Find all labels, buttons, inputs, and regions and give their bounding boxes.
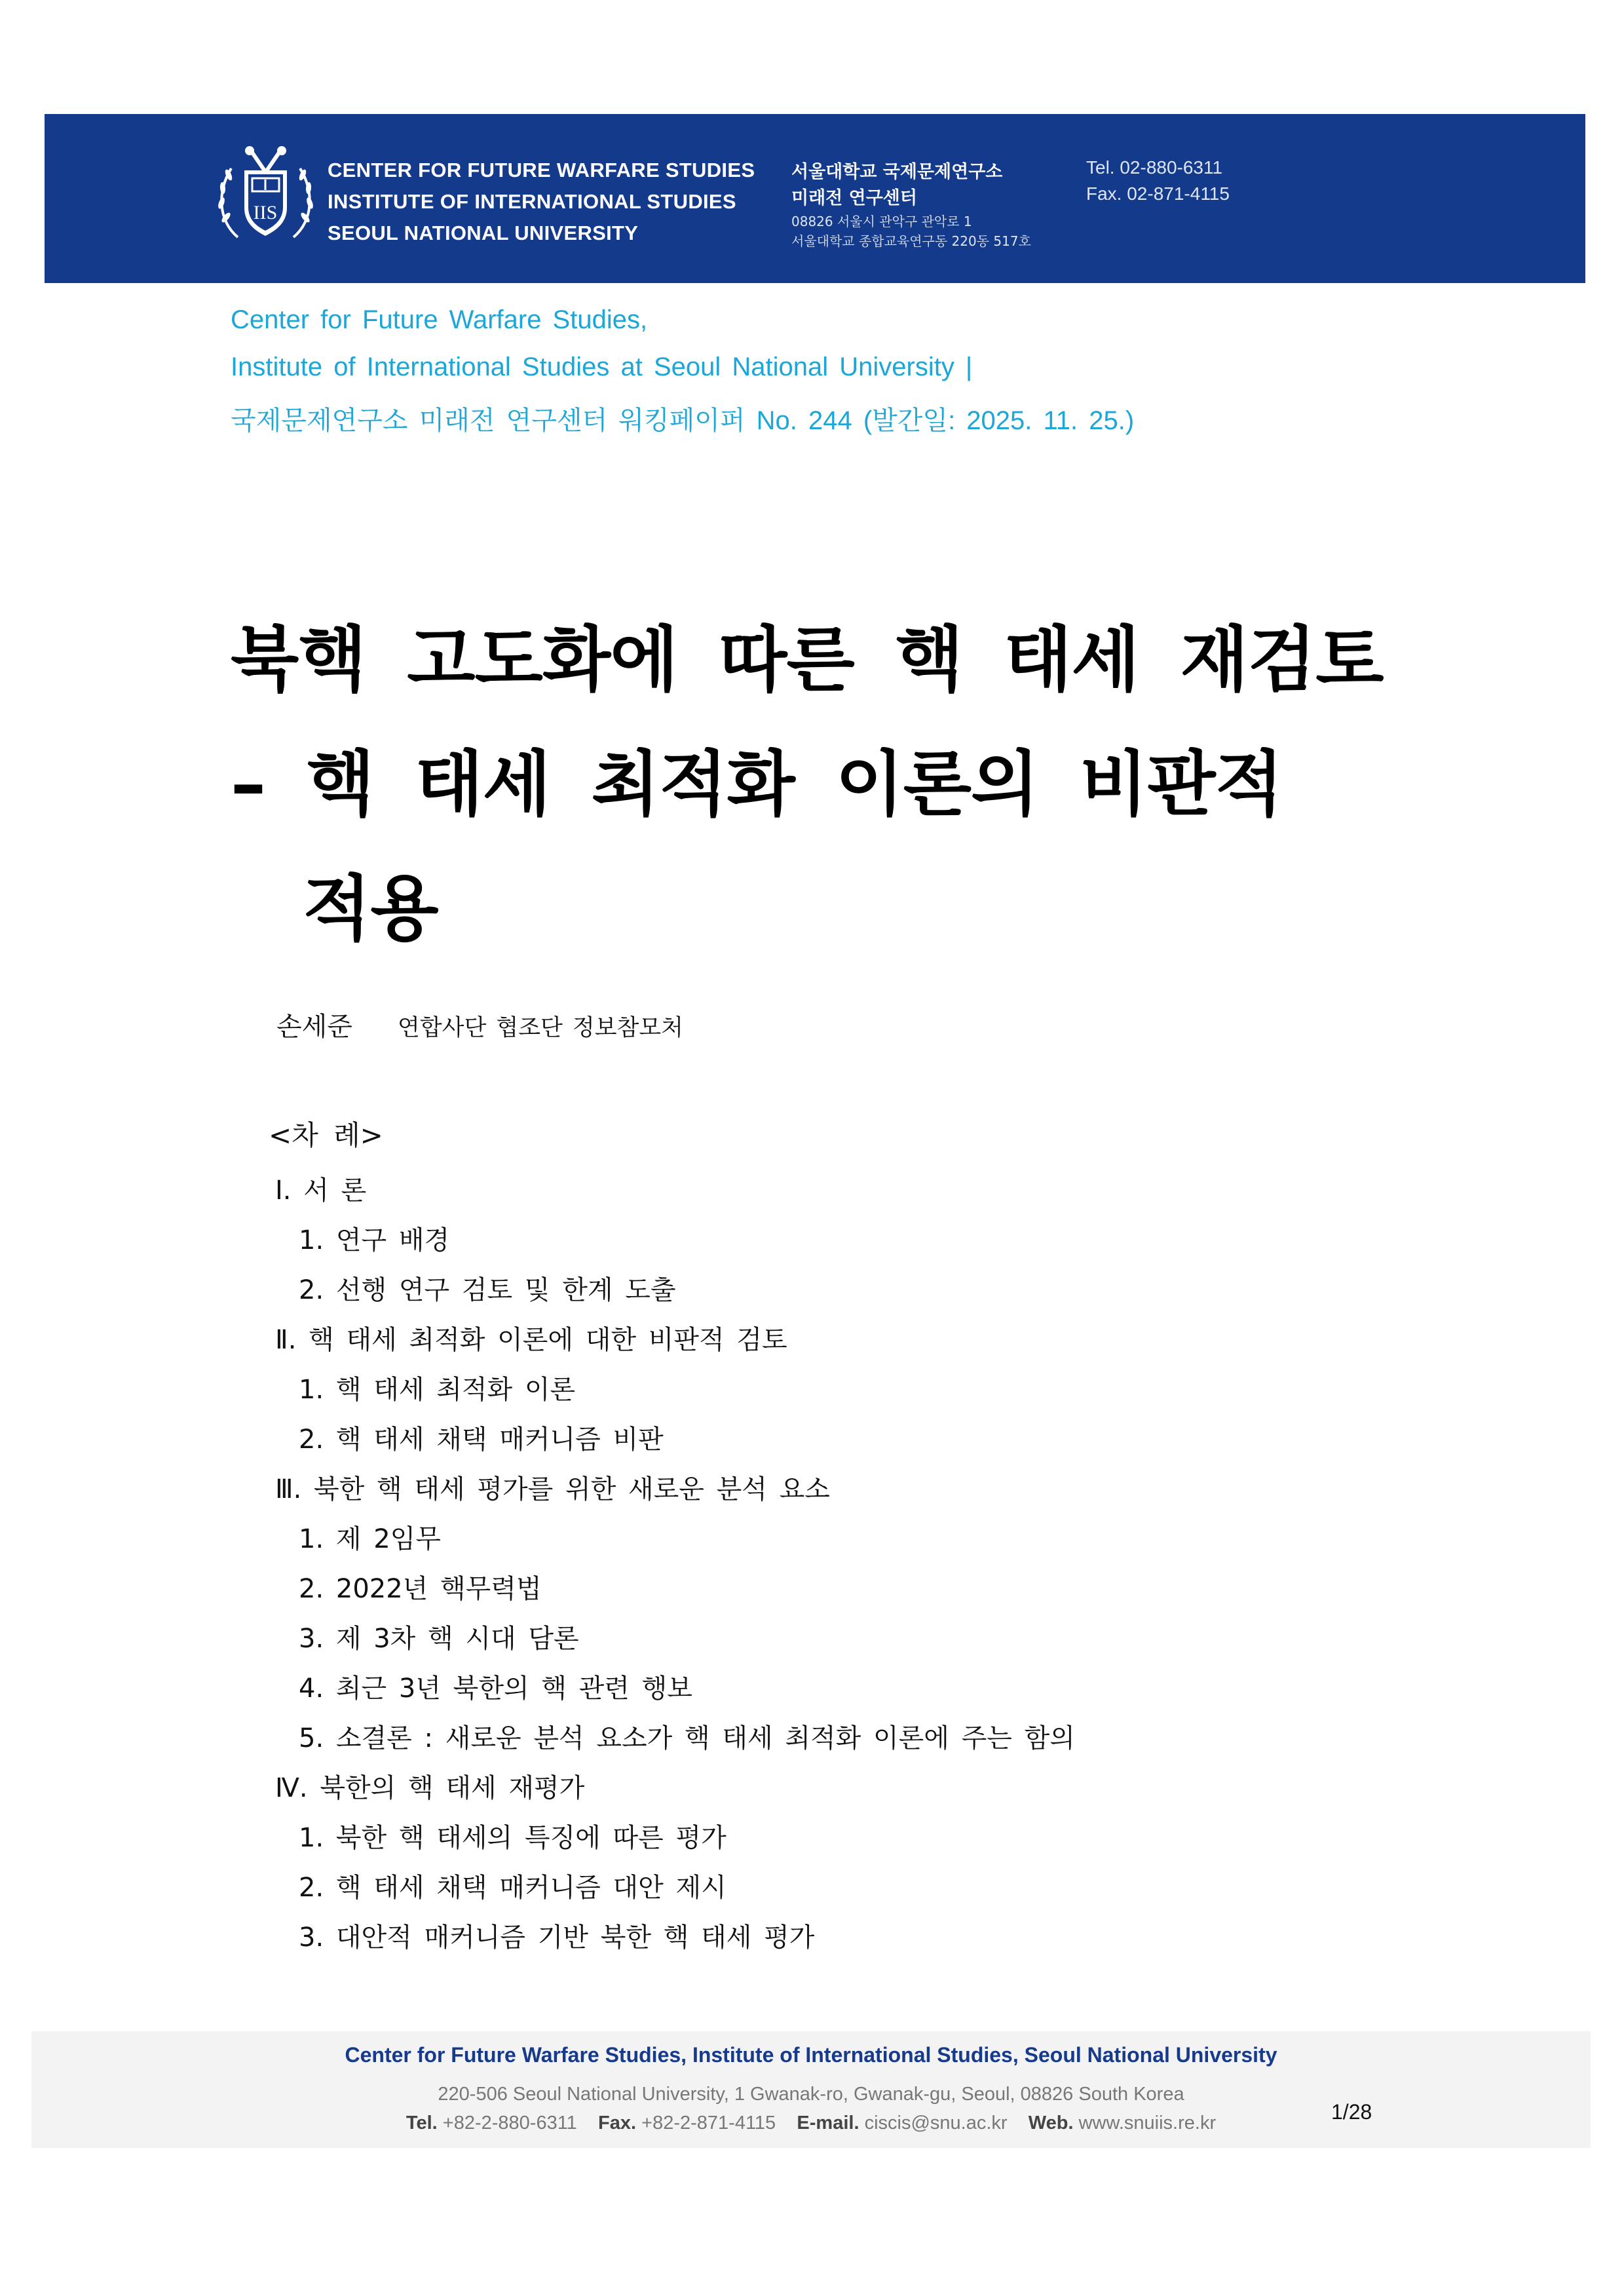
footer-tel-label: Tel. (406, 2113, 438, 2133)
footer-email[interactable]: ciscis@snu.ac.kr (864, 2113, 1008, 2133)
header-korean-address-2: 서울대학교 종합교육연구동 220동 517호 (791, 233, 1031, 249)
header-fax: Fax. 02-871-4115 (1086, 183, 1230, 204)
toc-section: 3. 대안적 매커니즘 기반 북한 핵 태세 평가 (299, 1923, 815, 1953)
page-number: 1/28 (1331, 2100, 1372, 2124)
subheader-line-2: Institute of International Studies at Seoul National University | (231, 353, 973, 381)
toc-section: 1. 북한 핵 태세의 특징에 따른 평가 (299, 1823, 727, 1853)
toc-section: 3. 제 3차 핵 시대 담론 (299, 1624, 579, 1654)
toc-section: 4. 최근 3년 북한의 핵 관련 행보 (299, 1674, 692, 1704)
author-name: 손세준 (276, 1012, 352, 1042)
document-title-line-3: 적용 (303, 868, 438, 950)
toc-heading: <차 례> (269, 1119, 383, 1151)
document-title-line-2: – 핵 태세 최적화 이론의 비판적 (231, 744, 1283, 826)
footer-tel: +82-2-880-6311 (442, 2113, 577, 2133)
toc-section: 2. 선행 연구 검토 및 한계 도출 (299, 1275, 676, 1305)
header-korean-address-1: 08826 서울시 관악구 관악로 1 (791, 214, 972, 229)
toc-section: 2. 핵 태세 채택 매커니즘 비판 (299, 1425, 664, 1455)
header-korean-org-2: 미래전 연구센터 (791, 188, 917, 208)
subheader-line-3: 국제문제연구소 미래전 연구센터 워킹페이퍼 No. 244 (발간일: 2025. 11. 25.) (231, 406, 1135, 435)
snu-iis-logo (212, 145, 320, 244)
footer-band (31, 2031, 1591, 2148)
author-affiliation: 연합사단 협조단 정보참모처 (398, 1015, 683, 1041)
toc-chapter: Ⅱ. 핵 태세 최적화 이론에 대한 비판적 검토 (275, 1325, 787, 1355)
header-english-line-1: CENTER FOR FUTURE WARFARE STUDIES (328, 159, 755, 182)
toc-section: 1. 연구 배경 (299, 1225, 450, 1255)
header-band (45, 114, 1585, 283)
footer-fax-label: Fax. (598, 2113, 637, 2133)
toc-chapter: Ⅳ. 북한의 핵 태세 재평가 (275, 1773, 585, 1803)
toc-chapter: Ⅲ. 북한 핵 태세 평가를 위한 새로운 분석 요소 (275, 1474, 830, 1504)
footer-email-label: E-mail. (797, 2113, 859, 2133)
header-english-line-3: SEOUL NATIONAL UNIVERSITY (328, 221, 639, 244)
footer-web-label: Web. (1028, 2113, 1074, 2133)
toc-section: 5. 소결론 : 새로운 분석 요소가 핵 태세 최적화 이론에 주는 함의 (299, 1723, 1075, 1753)
toc-section: 2. 핵 태세 채택 매커니즘 대안 제시 (299, 1873, 727, 1903)
header-tel: Tel. 02-880-6311 (1086, 157, 1223, 178)
svg-text:IIS: IIS (253, 202, 278, 223)
toc-section: 2. 2022년 핵무력법 (299, 1574, 542, 1604)
footer-fax: +82-2-871-4115 (641, 2113, 776, 2133)
footer-title: Center for Future Warfare Studies, Institute of International Studies, Seoul National University (345, 2043, 1277, 2067)
footer-web-link[interactable]: www.snuiis.re.kr (1078, 2113, 1217, 2133)
header-korean-org-1: 서울대학교 국제문제연구소 (791, 162, 1003, 182)
header-english-line-2: INSTITUTE OF INTERNATIONAL STUDIES (328, 190, 736, 213)
toc-chapter: Ⅰ. 서 론 (275, 1176, 367, 1206)
author-row (276, 1006, 683, 1043)
footer-address: 220-506 Seoul National University, 1 Gwanak-ro, Gwanak-gu, Seoul, 08826 South Korea (438, 2084, 1184, 2105)
toc-section: 1. 제 2임무 (299, 1524, 441, 1554)
document-title-line-1: 북핵 고도화에 따른 핵 태세 재검토 (231, 619, 1384, 701)
toc-section: 1. 핵 태세 최적화 이론 (299, 1375, 576, 1405)
subheader-line-1: Center for Future Warfare Studies, (231, 305, 648, 334)
